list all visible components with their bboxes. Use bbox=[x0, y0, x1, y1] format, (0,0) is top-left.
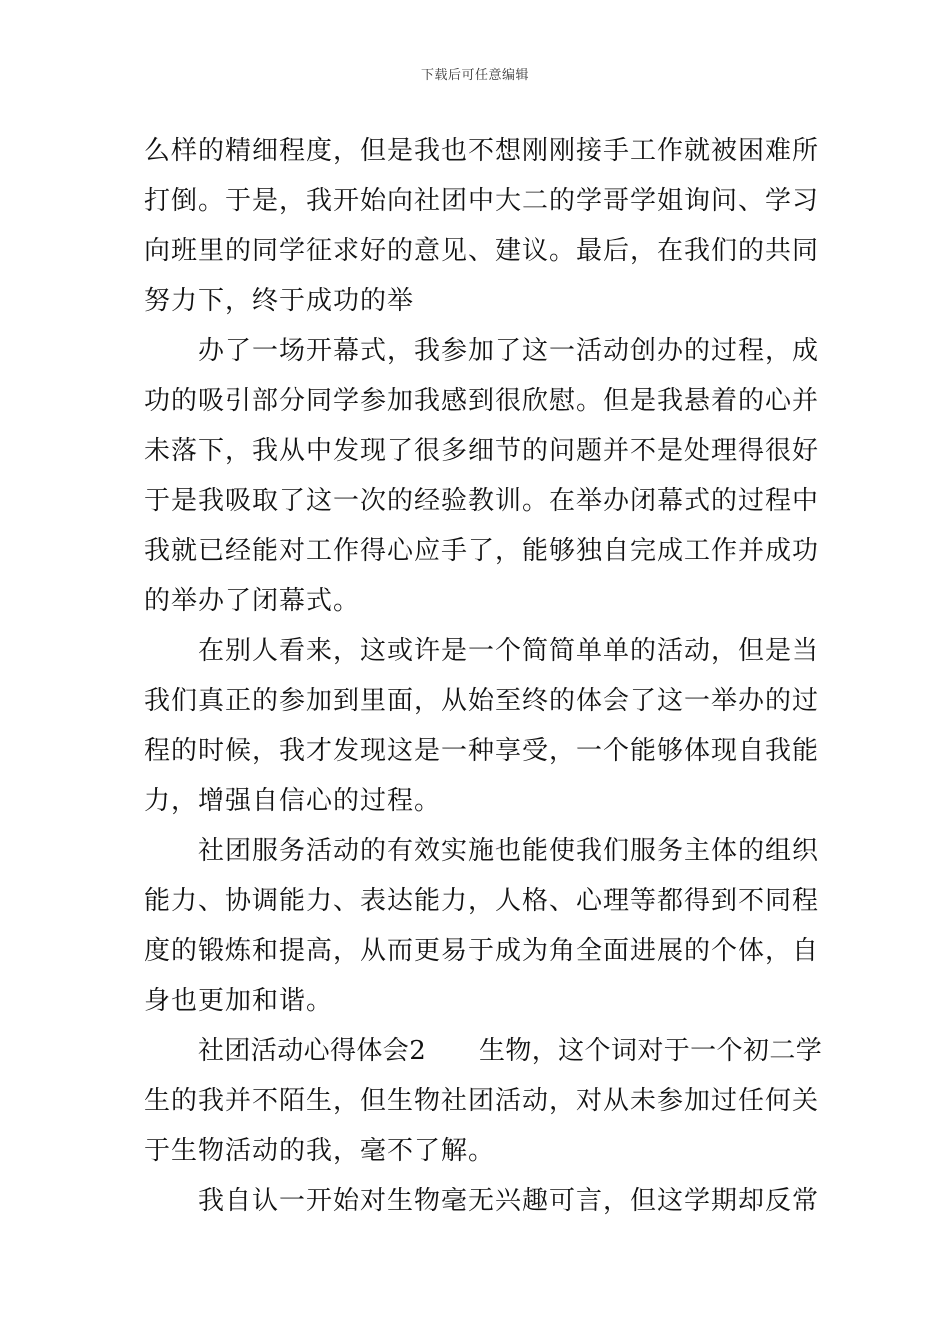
paragraph-start-line: 在别人看来，这或许是一个简简单单的活动，但是当 bbox=[198, 636, 820, 666]
text-line: 我就已经能对工作得心应手了，能够独自完成工作并成功 bbox=[144, 536, 820, 566]
text-line: 身也更加和谐。 bbox=[144, 986, 334, 1016]
text-line: 度的锻炼和提高，从而更易于成为角全面进展的个体，自 bbox=[144, 936, 820, 966]
text-line: 努力下，终于成功的举 bbox=[144, 286, 415, 316]
text-line: 生的我并不陌生，但生物社团活动，对从未参加过任何关 bbox=[144, 1086, 820, 1116]
text-line: 功的吸引部分同学参加我感到很欣慰。但是我悬着的心并 bbox=[144, 386, 820, 416]
paragraph-start-line: 社团服务活动的有效实施也能使我们服务主体的组织 bbox=[198, 836, 820, 866]
text-line: 的举办了闭幕式。 bbox=[144, 586, 361, 616]
text-line: 未落下，我从中发现了很多细节的问题并不是处理得很好 bbox=[144, 436, 820, 466]
document-body bbox=[144, 126, 823, 1226]
text-line: 能力、协调能力、表达能力，人格、心理等都得到不同程 bbox=[144, 886, 820, 916]
text-line: 力，增强自信心的过程。 bbox=[144, 786, 442, 816]
text-line: 于生物活动的我，毫不了解。 bbox=[144, 1136, 496, 1166]
text-line: 程的时候，我才发现这是一种享受，一个能够体现自我能 bbox=[144, 736, 820, 766]
page-header: 下载后可任意编辑 bbox=[420, 68, 529, 83]
text-line: 向班里的同学征求好的意见、建议。最后，在我们的共同 bbox=[144, 236, 820, 266]
text-line: 我们真正的参加到里面，从始至终的体会了这一举办的过 bbox=[144, 686, 820, 716]
text-line: 打倒。于是，我开始向社团中大二的学哥学姐询问、学习 bbox=[144, 186, 820, 216]
text-line: 么样的精细程度，但是我也不想刚刚接手工作就被困难所 bbox=[144, 136, 820, 166]
paragraph-start-line: 我自认一开始对生物毫无兴趣可言，但这学期却反常 bbox=[198, 1186, 820, 1216]
section-title-line: 社团活动心得体会2 生物，这个词对于一个初二学 bbox=[198, 1036, 823, 1066]
paragraph-start-line: 办了一场开幕式，我参加了这一活动创办的过程，成 bbox=[198, 336, 820, 366]
text-line: 于是我吸取了这一次的经验教训。在举办闭幕式的过程中 bbox=[144, 486, 820, 516]
